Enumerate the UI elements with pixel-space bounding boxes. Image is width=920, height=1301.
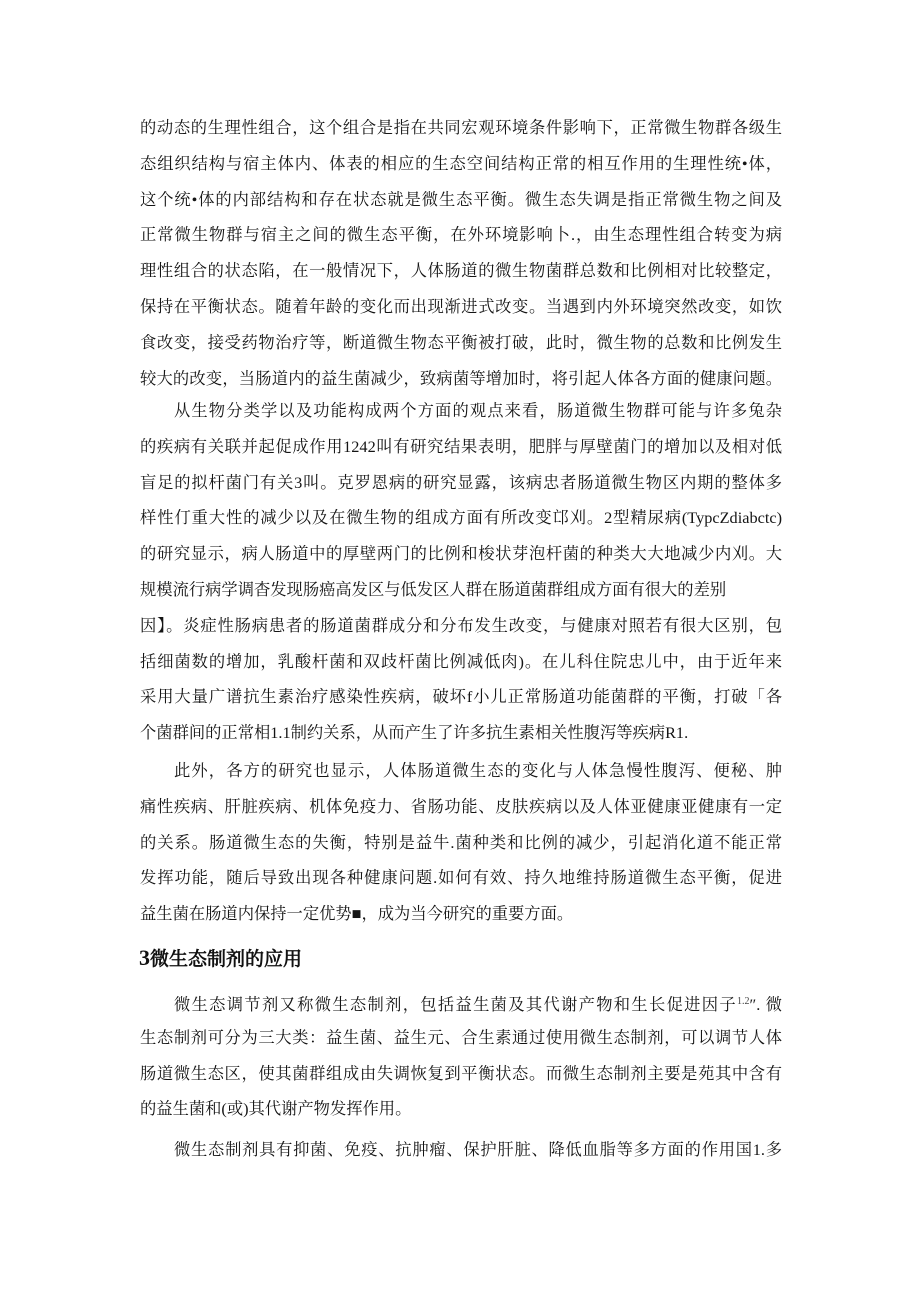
paragraph-line: 肠道微生态区，使其菌群组成由失调恢复到平衡状态。而微生态制剂主要是苑其中含有 <box>140 1063 782 1083</box>
paragraph-line: 生态制剂可分为三大类：益生菌、益生元、合生素通过使用微生态制剂，可以调节人体 <box>140 1027 782 1047</box>
section-heading <box>139 944 302 972</box>
paragraph-line: 的动态的生理性组合，这个组合是指在共同宏观环境条件影响下，正常微生物群各级生 <box>140 118 782 137</box>
paragraph-5 <box>140 1132 782 1168</box>
paragraph-line: 食改变，接受药物治疗等，断道微生物态平衡被打破，此时，微生物的总数和比例发生 <box>140 332 782 352</box>
paragraph-line: 规模流行病学调杳发现肠癌高发区与低发区人群在肠道菌群组成方面有很大的差别 <box>140 579 727 599</box>
paragraph-line: 发挥功能，随后导致出现各种健康问题.如何有效、持久地维持肠道微生态平衡，促进 <box>140 868 782 888</box>
section-number: 3 <box>139 945 150 970</box>
paragraph-line: 采用大量广谱抗生素治疗感染性疾病，破坏f小儿正常肠道功能菌群的平衡，打破「各 <box>140 687 782 707</box>
paragraph-line: 态组织结构与宿主体内、体表的相应的生态空间结构正常的相互作用的生理性统•体， <box>140 153 782 173</box>
paragraph-line: 较大的改变，当肠道内的益生菌减少，致病菌等增加时，将引起人体各方面的健康问题。 <box>140 368 782 388</box>
paragraph-1 <box>140 110 782 396</box>
paragraph-line: 盲足的拟杆菌门有关3叫。克罗恩病的研究显露，该病忠者肠道微生物区内期的整体多 <box>140 472 782 492</box>
paragraph-line: 个菌群间的正常相1.1制约关系，从而产生了许多抗生素相关性腹泻等疾病R1. <box>140 723 689 743</box>
paragraph-line: 这个统•体的内部结构和存在状态就是微生态平衡。微生态失调是指正常微生物之间及 <box>140 189 782 209</box>
paragraph-line <box>140 984 782 1020</box>
paragraph-line: 样性仃重大性的减少以及在微生物的组成方面有所改变邙刈。2型精尿病(TypcZdiabctc) <box>140 508 782 528</box>
paragraph-4 <box>140 984 782 1127</box>
paragraph-line: 因】。炎症性肠病患者的肠道菌群成分和分布发生改变，与健康对照若有很大区别，包 <box>140 615 782 635</box>
paragraph-line: 的关系。肠道微生态的失衡，特别是益牛.菌种类和比例的减少，引起消化道不能正常 <box>140 832 782 852</box>
paragraph-line: 益生菌在肠道内保持一定优势■，成为当今研究的重要方面。 <box>140 904 574 924</box>
paragraph-3 <box>140 753 782 932</box>
paragraph-line: 的疾病有关联并起促成作用1242叫有研究结果表明，肥胖与厚壁菌门的增加以及相对低 <box>140 436 782 456</box>
section-title: 微生态制剂的应用 <box>150 949 303 970</box>
paragraph-line: 括细菌数的增加，乳酸杆菌和双歧杆菌比例减低肉)。在儿科住院忠儿中，由于近年来 <box>140 651 782 671</box>
citation-superscript: 1.2 <box>736 996 750 1007</box>
paragraph-line: 痛性疾病、肝脏疾病、机体免疫力、省肠功能、皮肤疾病以及人体亚健康亚健康有一定 <box>140 796 782 816</box>
paragraph-line: 保持在平衡状态。随着年龄的变化而出现渐进式改变。当遇到内外环境突然改变，如饮 <box>140 296 782 316</box>
paragraph-line: 的益生菌和(或)其代谢产物发挥作用。 <box>140 1099 412 1119</box>
paragraph-line: 理性组合的状态陷，在一般情况下，人体肠道的微生物菌群总数和比例相对比较整定， <box>140 261 782 281</box>
paragraph-2 <box>140 393 782 751</box>
paragraph-line: 正常微生物群与宿主之间的微生态平衡，在外环境影响卜.，由生态理性组合转变为病 <box>140 225 782 245</box>
paragraph-line: 此外，各方的研究也显示，人体肠道微生态的变化与人体急慢性腹泻、便秘、肿 <box>174 761 782 780</box>
paragraph-line: 微生态制剂具有抑菌、免疫、抗肿瘤、保护肝脏、降低血脂等多方面的作用国1.多 <box>174 1140 782 1159</box>
line-text: 微生态调节剂又称微生态制剂，包括益生菌及其代谢产物和生长促进因子 <box>174 995 737 1014</box>
paragraph-line: 从生物分类学以及功能构成两个方面的观点来看，肠道微生物群可能与许多兔杂 <box>174 401 782 420</box>
paragraph-line: 的研究显示，病人肠道中的厚壁两门的比例和梭状芽泡杆菌的种类大大地减少内刈。大 <box>140 544 782 564</box>
line-text: ″. 微 <box>749 995 782 1014</box>
